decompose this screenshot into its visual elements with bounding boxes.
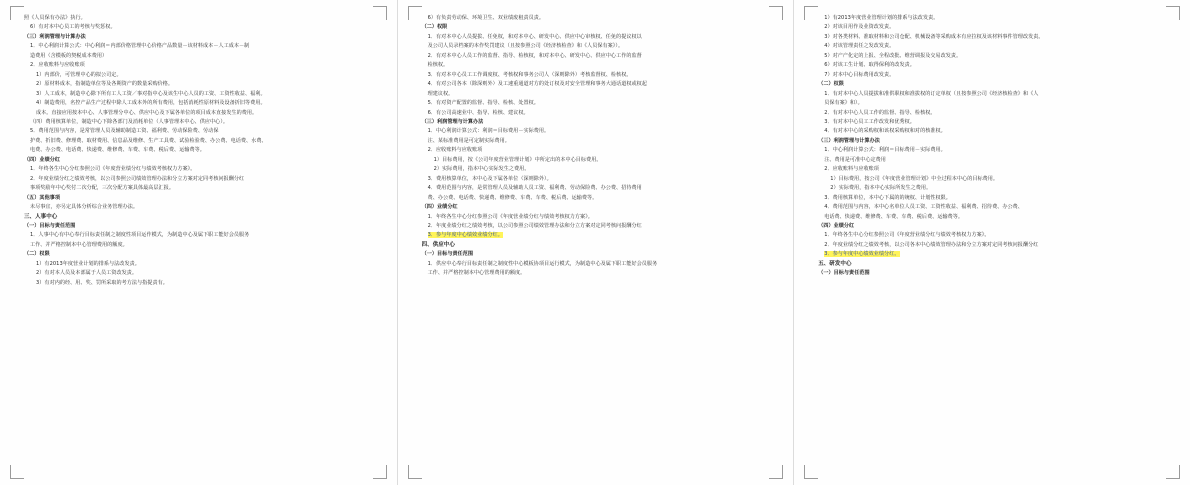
text-line xyxy=(818,203,1170,212)
text-run: 费、办公费、电话费、快递费、维修费、车费、车费、税后费、运输费等。 xyxy=(427,194,598,201)
text-line xyxy=(422,260,774,269)
text-line xyxy=(422,52,774,61)
text-line xyxy=(24,33,377,42)
text-line xyxy=(24,156,377,165)
text-line xyxy=(422,14,774,23)
text-run: 3．参与年度中心绩效业绩分红。 xyxy=(427,232,503,239)
text-line xyxy=(818,99,1170,108)
text-line xyxy=(24,90,377,99)
text-line xyxy=(818,33,1170,42)
text-run: 注、某标准费用是可定制实际费用。 xyxy=(427,137,510,144)
text-line xyxy=(24,61,377,70)
text-line xyxy=(24,14,377,23)
text-line xyxy=(818,137,1170,146)
text-line xyxy=(818,213,1170,222)
crop-mark-tl xyxy=(408,6,422,20)
text-line xyxy=(422,99,774,108)
text-line xyxy=(818,23,1170,32)
text-line xyxy=(24,80,377,89)
text-run: 及公司人员录档案的本作奖罚建议（且按参照公司《经济核检查》和《人员保有案》）。 xyxy=(427,43,624,50)
text-line xyxy=(422,165,774,174)
text-line xyxy=(24,222,377,231)
text-run: 5．费用范围与内容，是常管理人员及辅助制造工资、福利费、劳动保险费、劳动保 xyxy=(30,128,219,135)
text-line xyxy=(24,137,377,146)
text-run: 1．年终各生中心分红参照公司《年度营业绩分红与绩效考核权力方案》。 xyxy=(824,232,990,239)
text-run: 2．有对本中心人员工作的监督、指导、检核权，和对本中心、研发中心、供应中心工作的监督 xyxy=(427,52,642,59)
text-run: 3）对各类材料、准取材料和公司仓配、机械设备等采购成本有应拉权及该材料事件管理改发责。 xyxy=(824,33,1044,40)
text-line xyxy=(818,109,1170,118)
text-run: （四）费用核算单位，制造中心下除各部门及消耗单位（人事管理本中心、供应中心）。 xyxy=(30,118,229,125)
text-line xyxy=(422,203,774,212)
text-run: 1．有对本中心人员提拔和准供职权和准拔权的订定单权（且按参照公司《经济核检查》和《人 xyxy=(824,90,1039,97)
text-run: 1．中心利润计算公式：利润＝目标费用－实际费用。 xyxy=(427,128,550,135)
text-run: （三）利润管理与计算办法 xyxy=(421,118,484,125)
text-line xyxy=(818,71,1170,80)
text-line xyxy=(24,279,377,288)
text-line xyxy=(24,231,377,240)
text-line xyxy=(422,118,774,127)
text-line xyxy=(818,156,1170,165)
text-run: 理建议权。 xyxy=(427,90,454,97)
text-line xyxy=(818,194,1170,203)
crop-mark-bl xyxy=(10,465,24,479)
text-line xyxy=(422,269,774,278)
text-line xyxy=(24,194,377,203)
text-run: 未尽事宜，亦另定具体分析综合业务管理办法。 xyxy=(30,204,139,211)
text-run: 2．应收账料与应收账项 xyxy=(30,62,85,69)
text-run: 工作、并严格控制本中心管理费用的额度。 xyxy=(30,241,128,248)
text-line xyxy=(818,175,1170,184)
text-line xyxy=(422,61,774,70)
text-run: 3）有对内的经、用、奖、罚所采取的考方法与指提责有。 xyxy=(36,279,168,286)
text-run: 7）对本中心目标费用改发责。 xyxy=(824,71,895,78)
text-line xyxy=(422,127,774,136)
text-run: （四）业绩分红 xyxy=(24,156,61,163)
text-run: 2）对该目用作及业资改发责。 xyxy=(824,24,895,31)
text-line xyxy=(422,33,774,42)
text-run: 检核权。 xyxy=(427,62,449,69)
text-run: 2．应收账料与应收账项 xyxy=(427,147,483,154)
text-line xyxy=(818,146,1170,155)
text-line xyxy=(818,269,1170,278)
text-line xyxy=(818,127,1170,136)
text-run: 1．中心利润计算公式：中心利润＝内部价格管理中心价格产品数量－该材料成本－人工成本－制 xyxy=(30,43,250,50)
text-line xyxy=(24,250,377,259)
text-run: 四、供应中心 xyxy=(421,241,455,248)
text-run: 电话费、快递费、维修费、车费、车费、税后费、运输费等。 xyxy=(824,213,964,220)
text-run: 3．有对本中心员工工作调度权、考核权和事务公司人（深则除外）考核监督权、检核权。 xyxy=(427,71,632,78)
highlighted-text-line xyxy=(422,231,774,240)
page-text-body xyxy=(818,14,1170,477)
text-run: 照《人员保有办法》执行。 xyxy=(24,15,86,21)
crop-mark-tl xyxy=(804,6,818,20)
text-line xyxy=(422,184,774,193)
text-line xyxy=(422,109,774,118)
text-line xyxy=(422,71,774,80)
text-run: 注、费用是可准中心定费用 xyxy=(824,156,886,163)
text-run: （一）目标与责任范围 xyxy=(421,251,474,258)
highlighted-text-line xyxy=(818,250,1170,259)
text-run: 2．年度业绩分红之绩效考核，以公司参照公司绩效管理办法和分立方案对定同考核问报酬分红 xyxy=(30,175,245,182)
text-run: 1．年终各生中心分红参照公司《年度营业绩分红与绩效考核权力方案》。 xyxy=(30,166,196,173)
text-run: 1）目标费用，按《公司年度营业管理计划》中所定出的本中心目标费用。 xyxy=(433,156,602,163)
text-run: 4．有对公司各本（除深则外）及工速重通道对方的处订权及对安全管理和事务大通话道权或权起 xyxy=(427,81,647,88)
text-run: 2）有对本人员及本部属于人员工资改发责。 xyxy=(36,270,138,277)
text-run: 4．费用范围与内容，本中心名单位人员工资、工资性收益、福利费、招待费、办公费、 xyxy=(824,204,1023,211)
text-run: 1．中心利润计算公式：利润＝目标费用－实际费用。 xyxy=(824,147,946,154)
text-run: 6．有公司高速业中、指导、检核、建议权。 xyxy=(427,109,529,116)
text-run: 3．费用核算单位，本中心及下属各单位（深则除外）。 xyxy=(427,175,552,182)
text-line xyxy=(422,241,774,250)
text-run: 1）内部价，可管理中心的拟公司定。 xyxy=(36,71,122,78)
text-run: 1）有2013年度营业计划的排系与法改发责。 xyxy=(36,260,140,267)
crop-mark-bl xyxy=(408,465,422,479)
text-line xyxy=(24,146,377,155)
text-run: 3．有对本中心员工工作改发和优秀权。 xyxy=(824,118,915,125)
text-line xyxy=(422,42,774,51)
text-run: 2．年度业绩分红之绩效考核，以公司参照公司绩效管理办法和分立方案对定同考核问报酬分红 xyxy=(427,222,642,229)
page-text-body xyxy=(24,14,377,477)
text-line xyxy=(422,80,774,89)
text-run: 1．供应中心奉行目标责任制之制度性中心模板协项目运行模式，为制造中心及属下职工能好会员服务 xyxy=(427,260,658,267)
text-run: 1）目标费用，按公司《年度营业管理计划》中全过程本中心的目标费用。 xyxy=(830,175,999,182)
text-line xyxy=(818,184,1170,193)
text-line xyxy=(818,80,1170,89)
text-run: （五）其他事项 xyxy=(24,194,61,201)
text-run: 2）实际费用，指本中心实际所发生之费用。 xyxy=(830,185,932,192)
text-run: （一）目标与责任范围 xyxy=(24,222,76,229)
text-run: 4．有对本中心的采购权和该权采购权和对的核准权。 xyxy=(824,128,946,135)
text-line xyxy=(818,165,1170,174)
text-line xyxy=(422,23,774,32)
text-run: 5．有对资产配置的监督、指导、检核、处置权。 xyxy=(427,100,539,107)
text-line xyxy=(818,61,1170,70)
text-run: 2．有对本中心人员工作的监督、指导、检核权。 xyxy=(824,109,936,116)
text-line xyxy=(422,194,774,203)
text-run: （一）目标与责任范围 xyxy=(818,270,870,277)
text-line xyxy=(24,71,377,80)
text-run: 三、人事中心 xyxy=(24,213,58,220)
text-line xyxy=(818,260,1170,269)
text-run: 2）原材料成本，指制造单位等及各期资产的数量采购价格。 xyxy=(36,81,174,88)
text-run: 成本。直接应用按本中心、人事管理分中心、供应中心及下属各单位的项目成本直接发生的费用。 xyxy=(36,109,258,116)
text-line xyxy=(818,222,1170,231)
text-line xyxy=(818,231,1170,240)
text-line xyxy=(24,52,377,61)
text-line xyxy=(24,99,377,108)
text-line xyxy=(24,165,377,174)
text-line xyxy=(24,175,377,184)
text-line xyxy=(24,269,377,278)
text-run: 电费、办公费、电话费、快递费、维修费、车费、车费、税后费、运输费等。 xyxy=(30,147,205,154)
text-run: 6）有对本中心员工的考核与奖惩权。 xyxy=(30,24,116,31)
text-run: 护费、折旧费、修理费、取材费用、信息品及维修、生产工具费、试验检验费、办公费、电话费、水费、 xyxy=(30,137,267,144)
text-run: 6）有负责劳动保、环境卫生、双业绩废租责员责。 xyxy=(427,15,545,21)
text-line xyxy=(422,175,774,184)
text-run: 4）制造费用，名控产品生产过程中除人工成本外的所有费用，包括消耗性原材料及设备折旧等费用。 xyxy=(36,100,266,107)
text-run: 事项奖励年中心奖付二次分配，三次分配方案具体最高层汇报。 xyxy=(30,185,175,192)
document-page[interactable] xyxy=(0,0,397,485)
document-page[interactable] xyxy=(397,0,794,485)
text-line xyxy=(24,42,377,51)
text-line xyxy=(818,118,1170,127)
text-run: 1．有对本中心人员提拔、任免权，和对本中心、研发中心、供应中心审核权、任免的提议权以 xyxy=(427,33,642,40)
text-line xyxy=(24,213,377,222)
text-line xyxy=(24,184,377,193)
text-run: （二）权限 xyxy=(24,251,50,258)
text-line xyxy=(24,109,377,118)
text-line xyxy=(24,127,377,136)
text-run: （二）权限 xyxy=(818,81,844,88)
text-run: （三）利润管理与计算办法 xyxy=(24,33,86,40)
text-run: 2）实际费用，指本中心实际发生之费用。 xyxy=(433,166,530,173)
text-run: 3．参与年度中心绩效业绩分红。 xyxy=(824,251,900,258)
text-run: 4）对该管理责任之发改发责。 xyxy=(824,43,895,50)
text-run: 4．费用范围与内容，是常管理人员及辅助人员工资、福利费、劳动保险费、办公费、招待费用 xyxy=(427,185,642,192)
text-line xyxy=(818,52,1170,61)
text-run: 3）人工成本，制造中心除下所有工人工资／事对指中心及该生中心人员的工资、工资性收益、福利。 xyxy=(36,90,266,97)
text-run: 五、研发中心 xyxy=(818,260,852,267)
text-run: 1．年终各生中心分红参照公司《年度营业绩分红与绩效考核权力方案》。 xyxy=(427,213,593,220)
crop-mark-bl xyxy=(804,465,818,479)
text-line xyxy=(422,222,774,231)
text-run: 1）有2013年度营业管理计划的排系与法改发责。 xyxy=(824,15,939,21)
text-run: （四）业绩分红 xyxy=(818,222,855,229)
text-line xyxy=(818,42,1170,51)
text-run: 造费用（含模板的契税成本费用） xyxy=(30,52,108,59)
text-line xyxy=(818,90,1170,99)
crop-mark-tl xyxy=(10,6,24,20)
text-line xyxy=(422,137,774,146)
text-line xyxy=(24,203,377,212)
text-run: 5）对产产化定的上报、全程改批、维营调报及交易改发责。 xyxy=(824,52,962,59)
text-line xyxy=(422,90,774,99)
page-text-body xyxy=(422,14,774,477)
text-line xyxy=(422,213,774,222)
text-line xyxy=(422,250,774,259)
document-page[interactable] xyxy=(793,0,1190,485)
text-run: （三）利润管理与计算办法 xyxy=(818,137,880,144)
text-line xyxy=(818,14,1170,23)
text-line xyxy=(24,23,377,32)
text-run: 2．年度业绩分红之绩效考核，以公司各本中心绩效管理办法和分立方案对定同考核问报酬分红 xyxy=(824,241,1039,248)
text-run: 工作、并严格控制本中心管理费用的额度。 xyxy=(427,270,526,277)
text-line xyxy=(24,118,377,127)
text-run: 2．应收账料与应收账项 xyxy=(824,166,879,173)
text-line xyxy=(24,260,377,269)
text-run: （二）权限 xyxy=(421,24,448,31)
text-line xyxy=(422,156,774,165)
text-run: 3．费用核算单位，本中心下属的的统权、计划性权限。 xyxy=(824,194,951,201)
text-line xyxy=(24,241,377,250)
text-run: 6）对该工生计划、取得保利的改发责。 xyxy=(824,62,915,69)
text-line xyxy=(818,241,1170,250)
text-run: 1．人事中心有中心奉行目标责任制之制度性项目运作模式，为制造中心及属下职工能好会员服务 xyxy=(30,232,250,239)
text-run: 员保有案》和）。 xyxy=(824,100,863,107)
text-run: （四）业绩分红 xyxy=(421,204,458,211)
text-line xyxy=(422,146,774,155)
